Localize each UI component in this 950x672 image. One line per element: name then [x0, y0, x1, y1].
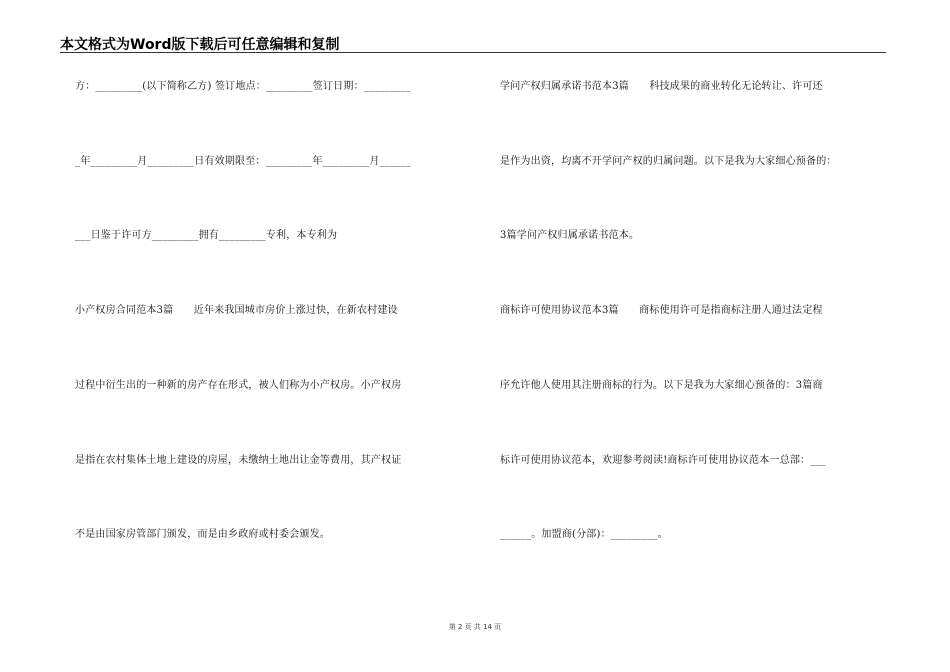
right-line: ______。加盟商(分部)：_________。 [500, 529, 668, 540]
header-divider [60, 52, 886, 53]
left-line: 是指在农村集体土地上建设的房屋，未缴纳土地出让金等费用，其产权证 [75, 455, 402, 466]
right-line: 序允许他人使用其注册商标的行为。以下是我为大家细心预备的：3篇商 [500, 380, 823, 391]
left-line: 不是由国家房管部门颁发，而是由乡政府或村委会颁发。 [75, 529, 330, 540]
document-header-title: 本文格式为Word版下载后可任意编辑和复制 [60, 37, 340, 53]
left-line: 小产权房合同范本3篇 近年来我国城市房价上涨过快，在新农村建设 [75, 305, 398, 316]
page-number-footer: 第 2 页 共 14 页 [448, 623, 502, 631]
right-line: 标许可使用协议范本，欢迎参考阅读!商标许可使用协议范本一总部：___ [500, 455, 826, 466]
left-line: ___日鉴于许可方_________拥有_________专利，本专利为 [75, 230, 338, 241]
right-line: 商标许可使用协议范本3篇 商标使用许可是指商标注册人通过法定程 [500, 305, 823, 316]
left-line: 过程中衍生出的一种新的房产存在形式，被人们称为小产权房。小产权房 [75, 380, 402, 391]
left-line: _年_________月_________日有效期限至：_________年_________月______ [75, 156, 411, 167]
right-line: 3篇学问产权归属承诺书范本。 [500, 230, 640, 241]
left-line: 方：_________(以下简称乙方) 签订地点：_________签订日期：_________ [75, 81, 411, 92]
right-line: 学问产权归属承诺书范本3篇 科技成果的商业转化无论转让、许可还 [500, 81, 823, 92]
right-line: 是作为出资，均离不开学问产权的归属问题。以下是我为大家细心预备的： [500, 156, 837, 167]
